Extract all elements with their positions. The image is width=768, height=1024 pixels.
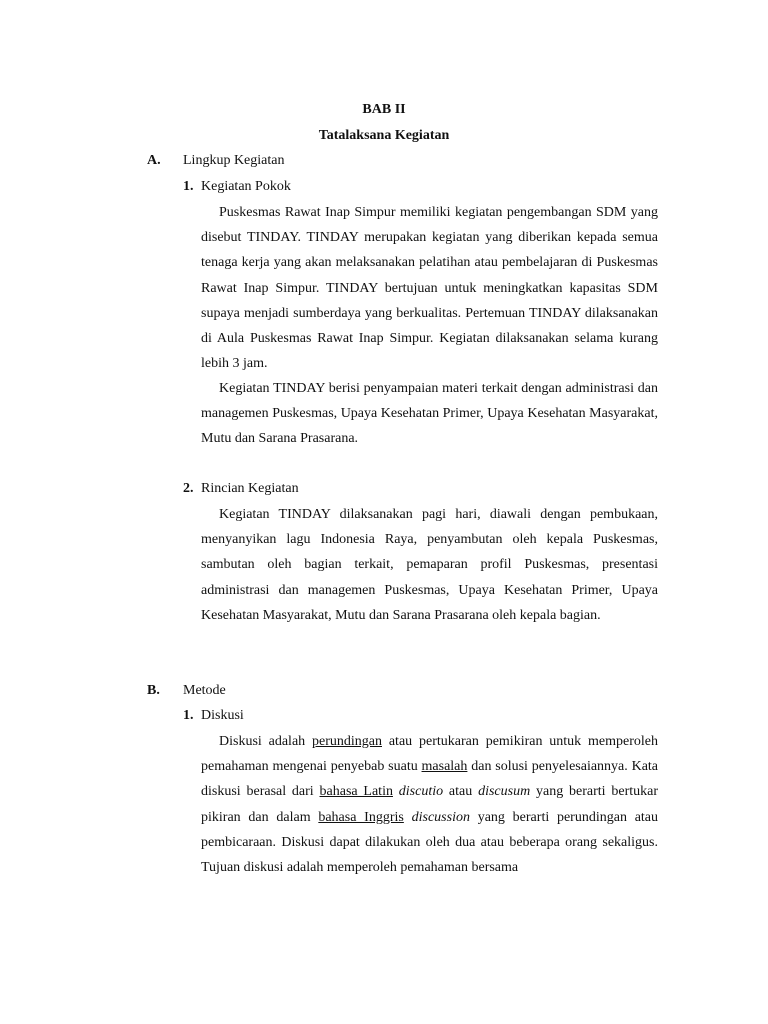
section-a-title: Lingkup Kegiatan	[183, 153, 285, 168]
text-segment: yang berarti bertukar pikiran dan dalam	[201, 784, 658, 825]
link-bahasa-inggris[interactable]: bahasa Inggris	[318, 809, 404, 825]
term-discutio: discutio	[398, 784, 444, 800]
text-segment: dan solusi penyelesaiannya. Kata diskusi berasal dari	[201, 759, 659, 800]
text-segment: atau pertukaran pemikiran untuk memperoleh pemahaman mengenai penyebab suatu	[201, 734, 659, 775]
term-discusum: discusum	[478, 784, 531, 800]
item-b1-number: 1.	[183, 708, 194, 723]
link-perundingan[interactable]: perundingan	[312, 734, 382, 749]
chapter-title: Tatalaksana Kegiatan	[318, 128, 450, 143]
term-discussion: discussion	[411, 809, 470, 825]
text-segment	[404, 810, 412, 825]
link-masalah[interactable]: masalah	[421, 759, 468, 775]
text-segment: yang berarti perundingan atau pembicaraan. Diskusi dapat dilakukan oleh dua atau beberapa orang sekaligus. Tujuan diskusi adalah memperoleh pemahaman bersama	[201, 809, 659, 876]
paragraph-b1-1	[201, 729, 658, 880]
section-b-letter: B.	[147, 683, 160, 698]
item-b1-title: Diskusi	[201, 708, 244, 723]
text-segment: Diskusi adalah	[219, 734, 313, 749]
paragraph-a2-1: Kegiatan TINDAY dilaksanakan pagi hari, diawali dengan pembukaan, menyanyikan lagu Indonesia Raya, penyambutan oleh kepala Puskesmas, sambutan oleh bagian terkait, pemaparan profil Puskesmas, presentasi administrasi dan managemen Puskesmas, Upaya Kesehatan Primer, Upaya Kesehatan Masyarakat, Mutu dan Sarana Prasarana oleh kepala bagian.	[201, 507, 658, 623]
link-bahasa-latin[interactable]: bahasa Latin	[319, 784, 393, 800]
text-segment: atau	[443, 784, 479, 800]
paragraph-a1-1: Puskesmas Rawat Inap Simpur memiliki kegiatan pengembangan SDM yang disebut TINDAY. TINDAY merupakan kegiatan yang diberikan kepada semua tenaga kerja yang akan melaksanakan pelatihan atau pembelajaran di Puskesmas Rawat Inap Simpur. TINDAY bertujuan untuk meningkatkan kapasitas SDM supaya menjadi sumberdaya yang berkualitas. Pertemuan TINDAY dilaksanakan di Aula Puskesmas Rawat Inap Simpur. Kegiatan dilaksanakan selama kurang lebih 3 jam.	[201, 205, 658, 372]
paragraph-a1-2: Kegiatan TINDAY berisi penyampaian materi terkait dengan administrasi dan managemen Puskesmas, Upaya Kesehatan Primer, Upaya Kesehatan Masyarakat, Mutu dan Sarana Prasarana.	[201, 381, 658, 447]
item-a2-number: 2.	[183, 481, 194, 496]
item-a2-title: Rincian Kegiatan	[201, 481, 299, 496]
item-a1-number: 1.	[183, 179, 194, 194]
item-a1-title: Kegiatan Pokok	[201, 179, 291, 194]
chapter-heading: BAB II	[362, 102, 406, 117]
section-b-title: Metode	[183, 683, 226, 698]
section-a-letter: A.	[147, 153, 161, 168]
